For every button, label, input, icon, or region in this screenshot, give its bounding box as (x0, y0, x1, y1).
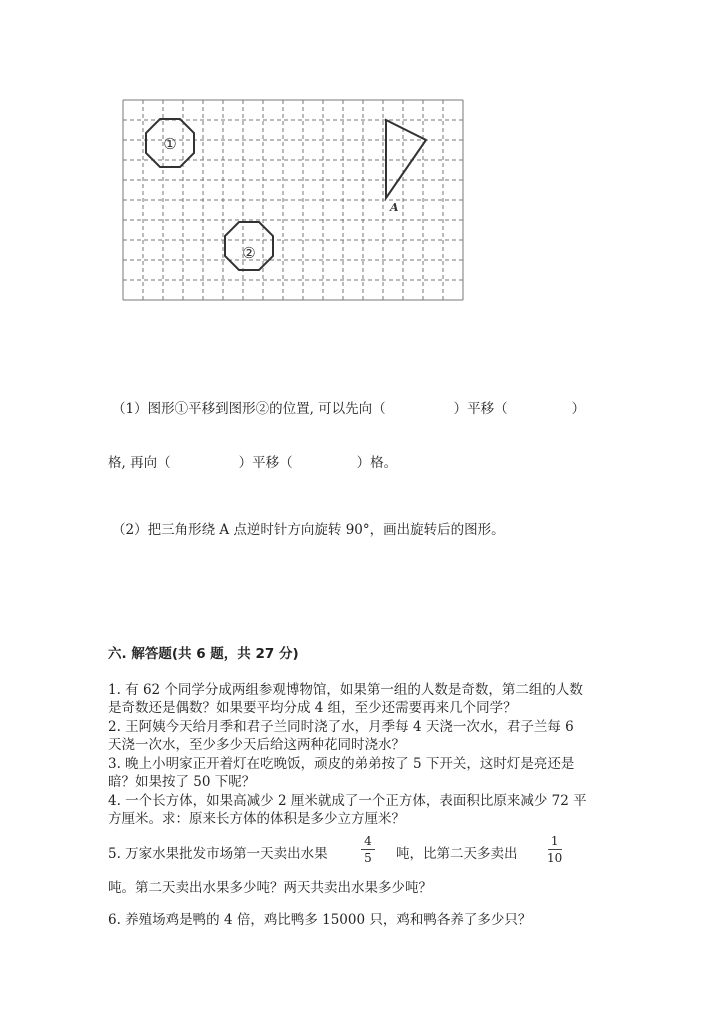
fraction-denominator: 10 (547, 851, 563, 865)
grid-lines (123, 100, 463, 300)
problem-3-line-1: 3. 晚上小明家正开着灯在吃晚饭，顽皮的弟弟按了 5 下开关，这时灯是亮还是 (108, 756, 575, 772)
q1-text-a: （1）图形①平移到图形②的位置, 可以先向（ (112, 401, 386, 417)
fraction-denominator: 5 (364, 851, 372, 865)
problem-2-line-1: 2. 王阿姨今天给月季和君子兰同时浇了水，月季每 4 天浇一次水，君子兰每 6 (108, 719, 574, 735)
problem-1-line-2: 是奇数还是偶数？如果要平均分成 4 组，至少还需要再来几个同学？ (108, 700, 517, 716)
problem-5-text-a: 5. 万家水果批发市场第一天卖出水果 (108, 846, 328, 862)
q1-text-d: 格, 再向（ (108, 455, 171, 471)
problem-5-line-2: 吨。第二天卖出水果多少吨？两天共卖出水果多少吨？ (108, 880, 432, 896)
point-a-label: A (390, 201, 399, 214)
fraction-4-5 (361, 834, 375, 865)
fraction-bar (548, 849, 562, 850)
q1-text-f: ）格。 (356, 455, 398, 471)
q1-text-b: ）平移（ (453, 401, 508, 417)
problem-4-line-2: 方厘米。求：原来长方体的体积是多少立方厘米？ (108, 811, 405, 827)
problem-2-line-2: 天浇一次水，至少多少天后给这两种花同时浇水？ (108, 737, 405, 753)
triangle-shape (386, 120, 426, 198)
grid-figure (118, 98, 470, 304)
q1-text-e: ）平移（ (238, 455, 293, 471)
question-1-line-2 (108, 451, 397, 471)
question-2: （2）把三角形绕 A 点逆时针方向旋转 90°，画出旋转后的图形。 (112, 522, 505, 538)
fraction-numerator: 4 (364, 834, 372, 848)
problem-4-line-1: 4. 一个长方体，如果高减少 2 厘米就成了一个正方体，表面积比原来减少 72 平 (108, 793, 587, 809)
q1-text-c: ） (571, 401, 586, 417)
problem-6: 6. 养殖场鸡是鸭的 4 倍，鸡比鸭多 15000 只，鸡和鸭各养了多少只？ (108, 912, 532, 928)
shape-2-label: ② (242, 244, 256, 262)
section-title: 六. 解答题(共 6 题，共 27 分) (108, 646, 299, 662)
fraction-1-10 (547, 834, 562, 865)
problem-3-line-2: 暗？如果按了 50 下呢？ (108, 774, 256, 790)
problem-1-line-1: 1. 有 62 个同学分成两组参观博物馆，如果第一组的人数是奇数，第二组的人数 (108, 682, 583, 698)
fraction-bar (361, 849, 375, 850)
question-1-line-1 (112, 397, 585, 417)
problem-5-text-b: 吨，比第二天多卖出 (396, 846, 518, 862)
fraction-numerator: 1 (550, 834, 559, 848)
shape-1-label: ① (163, 135, 177, 153)
